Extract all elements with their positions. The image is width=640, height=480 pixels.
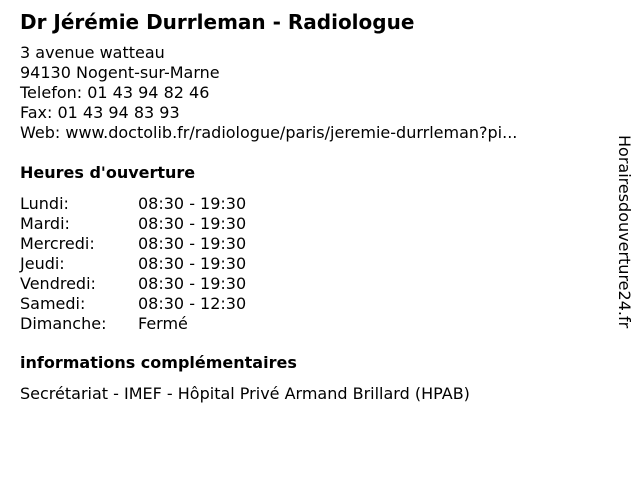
- hours-row-sunday: [20, 314, 246, 334]
- hours-day: Mercredi:: [20, 234, 95, 253]
- contact-block: [20, 43, 517, 143]
- hours-time: 08:30 - 19:30: [138, 254, 247, 273]
- city-postal-code: 94130 Nogent-sur-Marne: [20, 63, 220, 82]
- hours-time: Fermé: [138, 314, 188, 333]
- hours-time: 08:30 - 19:30: [138, 274, 247, 293]
- additional-info-text: Secrétariat - IMEF - Hôpital Privé Armand Brillard (HPAB): [20, 384, 470, 403]
- hours-row-monday: [20, 194, 246, 214]
- hours-time: 08:30 - 19:30: [138, 214, 247, 233]
- hours-day: Jeudi:: [20, 254, 65, 273]
- hours-row-saturday: [20, 294, 246, 314]
- hours-row-thursday: [20, 254, 246, 274]
- hours-row-friday: [20, 274, 246, 294]
- hours-day: Vendredi:: [20, 274, 96, 293]
- website-link[interactable]: Web: www.doctolib.fr/radiologue/paris/jeremie-durrleman?pi...: [20, 123, 518, 142]
- phone-number: Telefon: 01 43 94 82 46: [20, 83, 210, 102]
- opening-hours-heading: Heures d'ouverture: [20, 163, 196, 182]
- additional-info-heading: informations complémentaires: [20, 353, 297, 372]
- hours-time: 08:30 - 19:30: [138, 234, 247, 253]
- page-title: Dr Jérémie Durrleman - Radiologue: [20, 10, 415, 34]
- hours-day: Samedi:: [20, 294, 86, 313]
- site-watermark: Horairesdouverture24.fr: [615, 135, 634, 329]
- hours-row-tuesday: [20, 214, 246, 234]
- hours-day: Lundi:: [20, 194, 69, 213]
- street-address: 3 avenue watteau: [20, 43, 165, 62]
- hours-row-wednesday: [20, 234, 246, 254]
- hours-day: Mardi:: [20, 214, 70, 233]
- hours-day: Dimanche:: [20, 314, 107, 333]
- hours-time: 08:30 - 19:30: [138, 194, 247, 213]
- opening-hours-table: [20, 194, 246, 334]
- hours-time: 08:30 - 12:30: [138, 294, 247, 313]
- fax-number: Fax: 01 43 94 83 93: [20, 103, 180, 122]
